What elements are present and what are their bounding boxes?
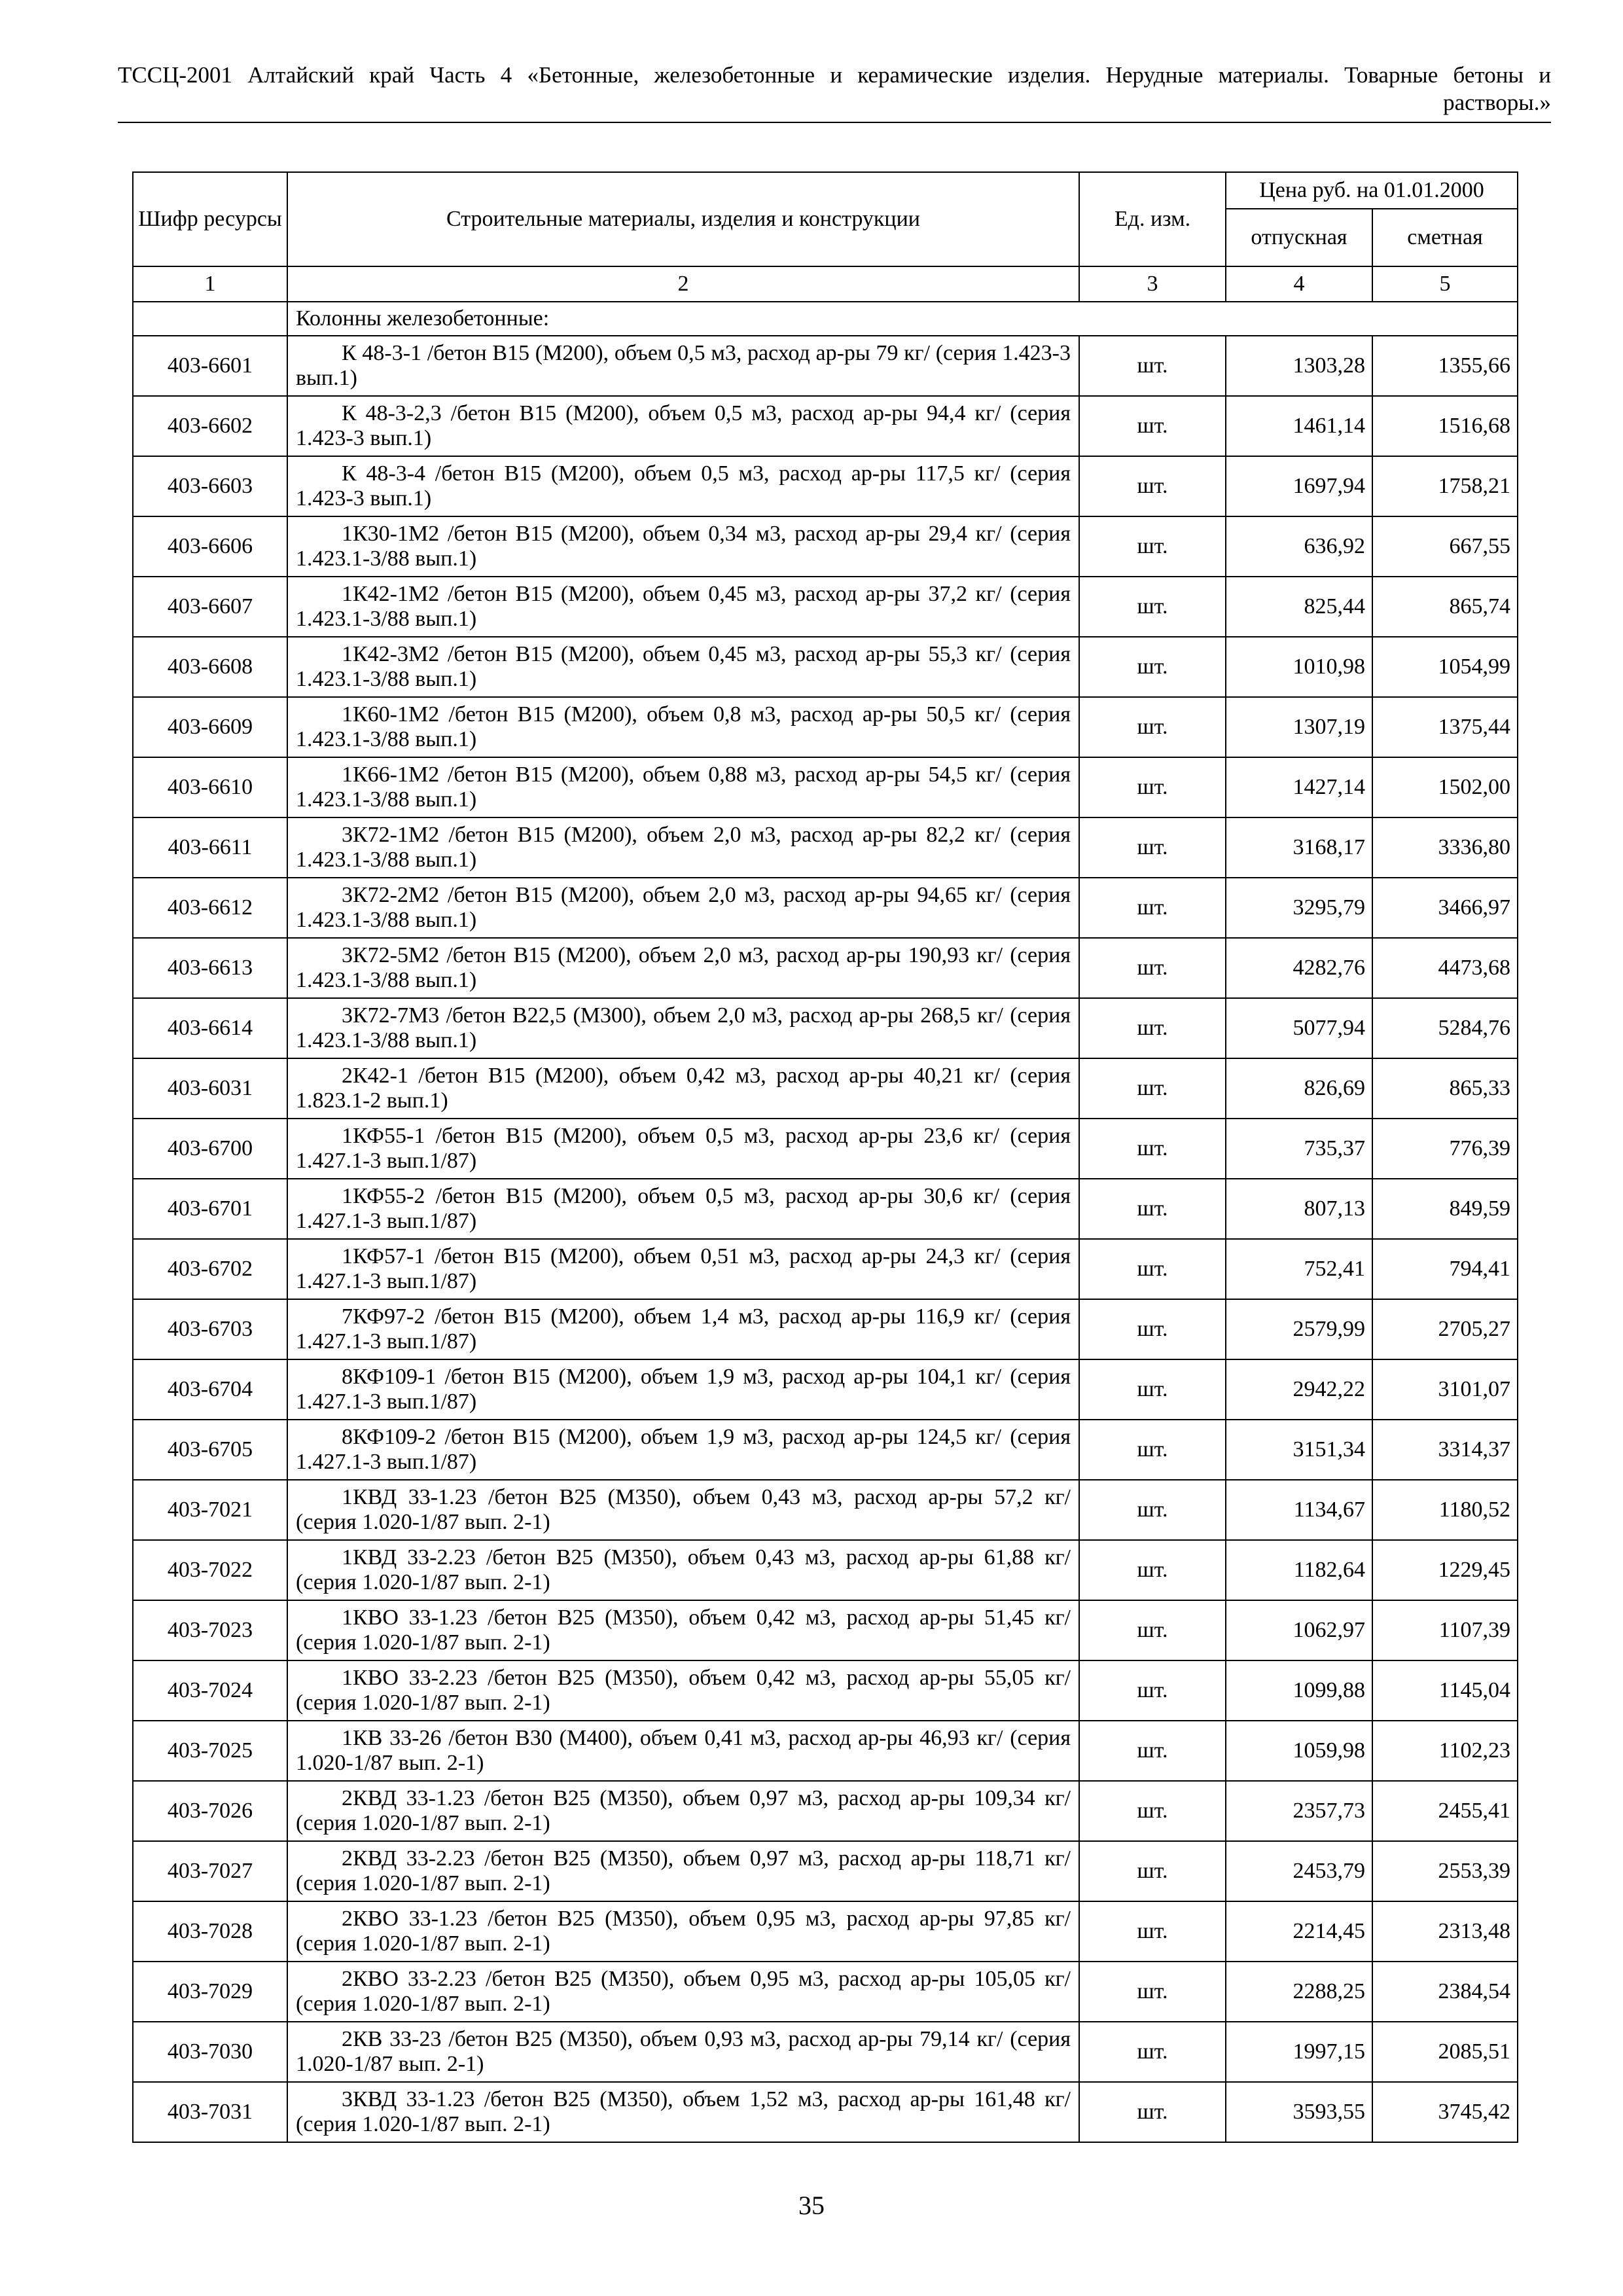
estimate-price: 794,41 [1372, 1239, 1518, 1299]
unit-of-measure: шт. [1079, 697, 1226, 757]
unit-of-measure: шт. [1079, 1179, 1226, 1239]
estimate-price: 667,55 [1372, 516, 1518, 577]
table-row [133, 1058, 1518, 1119]
table-row [133, 1901, 1518, 1962]
release-price: 1182,64 [1226, 1540, 1372, 1600]
unit-of-measure: шт. [1079, 637, 1226, 697]
release-price: 3295,79 [1226, 878, 1372, 938]
estimate-price: 2313,48 [1372, 1901, 1518, 1962]
material-name: 8КФ109-2 /бетон В15 (М200), объем 1,9 м3, расход ар-ры 124,5 кг/ (серия 1.427.1-3 вып.1/87) [287, 1420, 1079, 1480]
release-price: 1697,94 [1226, 456, 1372, 516]
estimate-price: 3745,42 [1372, 2082, 1518, 2142]
group-code-cell [133, 302, 287, 336]
release-price: 2453,79 [1226, 1841, 1372, 1901]
material-name: 1КВО 33-2.23 /бетон В25 (М350), объем 0,42 м3, расход ар-ры 55,05 кг/ (серия 1.020-1/87 вып. 2-1) [287, 1660, 1079, 1721]
release-price: 752,41 [1226, 1239, 1372, 1299]
estimate-price: 1229,45 [1372, 1540, 1518, 1600]
release-price: 807,13 [1226, 1179, 1372, 1239]
release-price: 4282,76 [1226, 938, 1372, 998]
release-price: 1997,15 [1226, 2022, 1372, 2082]
estimate-price: 3336,80 [1372, 817, 1518, 878]
material-name: 1КФ55-1 /бетон В15 (М200), объем 0,5 м3, расход ар-ры 23,6 кг/ (серия 1.427.1-3 вып.1/87) [287, 1119, 1079, 1179]
material-name: 3К72-5М2 /бетон В15 (М200), объем 2,0 м3, расход ар-ры 190,93 кг/ (серия 1.423.1-3/88 вып.1) [287, 938, 1079, 998]
resource-code: 403-7031 [133, 2082, 287, 2142]
unit-of-measure: шт. [1079, 2022, 1226, 2082]
group-title: Колонны железобетонные: [287, 302, 1518, 336]
material-name: К 48-3-4 /бетон В15 (М200), объем 0,5 м3, расход ар-ры 117,5 кг/ (серия 1.423-3 вып.1) [287, 456, 1079, 516]
unit-of-measure: шт. [1079, 1841, 1226, 1901]
release-price: 1099,88 [1226, 1660, 1372, 1721]
table-row [133, 1600, 1518, 1660]
estimate-price: 3101,07 [1372, 1359, 1518, 1420]
resource-code: 403-6705 [133, 1420, 287, 1480]
material-name: 1К30-1М2 /бетон В15 (М200), объем 0,34 м3, расход ар-ры 29,4 кг/ (серия 1.423.1-3/88 вып.1) [287, 516, 1079, 577]
unit-of-measure: шт. [1079, 1962, 1226, 2022]
column-number: 2 [287, 266, 1079, 302]
material-name: 1К42-1М2 /бетон В15 (М200), объем 0,45 м3, расход ар-ры 37,2 кг/ (серия 1.423.1-3/88 вып.1) [287, 577, 1079, 637]
table-row [133, 1239, 1518, 1299]
resource-code: 403-6613 [133, 938, 287, 998]
material-name: 1КВД 33-2.23 /бетон В25 (М350), объем 0,43 м3, расход ар-ры 61,88 кг/ (серия 1.020-1/87 вып. 2-1) [287, 1540, 1079, 1600]
estimate-price: 1145,04 [1372, 1660, 1518, 1721]
material-name: 3К72-2М2 /бетон В15 (М200), объем 2,0 м3, расход ар-ры 94,65 кг/ (серия 1.423.1-3/88 вып.1) [287, 878, 1079, 938]
material-name: 1К42-3М2 /бетон В15 (М200), объем 0,45 м3, расход ар-ры 55,3 кг/ (серия 1.423.1-3/88 вып.1) [287, 637, 1079, 697]
material-name: 2КВО 33-2.23 /бетон В25 (М350), объем 0,95 м3, расход ар-ры 105,05 кг/ (серия 1.020-1/87 вып. 2-1) [287, 1962, 1079, 2022]
table-row [133, 817, 1518, 878]
release-price: 2214,45 [1226, 1901, 1372, 1962]
material-name: 7КФ97-2 /бетон В15 (М200), объем 1,4 м3, расход ар-ры 116,9 кг/ (серия 1.427.1-3 вып.1/87) [287, 1299, 1079, 1359]
release-price: 735,37 [1226, 1119, 1372, 1179]
unit-of-measure: шт. [1079, 1480, 1226, 1540]
release-price: 2288,25 [1226, 1962, 1372, 2022]
estimate-price: 2455,41 [1372, 1781, 1518, 1841]
resource-code: 403-7021 [133, 1480, 287, 1540]
unit-of-measure: шт. [1079, 817, 1226, 878]
page-header [118, 62, 1551, 117]
column-number: 5 [1372, 266, 1518, 302]
table-row [133, 1660, 1518, 1721]
material-name: 2КВД 33-2.23 /бетон В25 (М350), объем 0,97 м3, расход ар-ры 118,71 кг/ (серия 1.020-1/87 вып. 2-1) [287, 1841, 1079, 1901]
resource-code: 403-6701 [133, 1179, 287, 1239]
material-name: 1К66-1М2 /бетон В15 (М200), объем 0,88 м3, расход ар-ры 54,5 кг/ (серия 1.423.1-3/88 вып.1) [287, 757, 1079, 817]
column-number: 1 [133, 266, 287, 302]
unit-of-measure: шт. [1079, 938, 1226, 998]
unit-of-measure: шт. [1079, 336, 1226, 396]
material-name: 3КВД 33-1.23 /бетон В25 (М350), объем 1,52 м3, расход ар-ры 161,48 кг/ (серия 1.020-1/87 вып. 2-1) [287, 2082, 1079, 2142]
material-name: 1КФ57-1 /бетон В15 (М200), объем 0,51 м3, расход ар-ры 24,3 кг/ (серия 1.427.1-3 вып.1/87) [287, 1239, 1079, 1299]
unit-of-measure: шт. [1079, 1299, 1226, 1359]
table-row [133, 637, 1518, 697]
material-name: К 48-3-2,3 /бетон В15 (М200), объем 0,5 м3, расход ар-ры 94,4 кг/ (серия 1.423-3 вып.1) [287, 396, 1079, 456]
table-row [133, 456, 1518, 516]
material-name: 3К72-1М2 /бетон В15 (М200), объем 2,0 м3, расход ар-ры 82,2 кг/ (серия 1.423.1-3/88 вып.1) [287, 817, 1079, 878]
resource-code: 403-6702 [133, 1239, 287, 1299]
estimate-price: 865,74 [1372, 577, 1518, 637]
resource-code: 403-7023 [133, 1600, 287, 1660]
unit-of-measure: шт. [1079, 456, 1226, 516]
material-name: 8КФ109-1 /бетон В15 (М200), объем 1,9 м3, расход ар-ры 104,1 кг/ (серия 1.427.1-3 вып.1/87) [287, 1359, 1079, 1420]
header-release-price: отпускная [1226, 209, 1372, 266]
table-row [133, 1359, 1518, 1420]
release-price: 2579,99 [1226, 1299, 1372, 1359]
unit-of-measure: шт. [1079, 878, 1226, 938]
material-name: 1КФ55-2 /бетон В15 (М200), объем 0,5 м3, расход ар-ры 30,6 кг/ (серия 1.427.1-3 вып.1/87) [287, 1179, 1079, 1239]
estimate-price: 1355,66 [1372, 336, 1518, 396]
table-row [133, 938, 1518, 998]
estimate-price: 1054,99 [1372, 637, 1518, 697]
table-row [133, 1781, 1518, 1841]
resource-code: 403-7029 [133, 1962, 287, 2022]
table-row [133, 1119, 1518, 1179]
estimate-price: 865,33 [1372, 1058, 1518, 1119]
release-price: 826,69 [1226, 1058, 1372, 1119]
resource-code: 403-6608 [133, 637, 287, 697]
table-row [133, 1299, 1518, 1359]
resource-code: 403-6602 [133, 396, 287, 456]
table-row [133, 697, 1518, 757]
price-table [132, 171, 1518, 2143]
release-price: 636,92 [1226, 516, 1372, 577]
resource-code: 403-6700 [133, 1119, 287, 1179]
unit-of-measure: шт. [1079, 516, 1226, 577]
header-name: Строительные материалы, изделия и конструкции [287, 172, 1079, 266]
release-price: 825,44 [1226, 577, 1372, 637]
column-number: 3 [1079, 266, 1226, 302]
resource-code: 403-7028 [133, 1901, 287, 1962]
table-row [133, 1420, 1518, 1480]
table-row [133, 2082, 1518, 2142]
table-row [133, 1540, 1518, 1600]
resource-code: 403-6612 [133, 878, 287, 938]
resource-code: 403-6610 [133, 757, 287, 817]
estimate-price: 1516,68 [1372, 396, 1518, 456]
header-divider [118, 122, 1551, 123]
header-estimate-price: сметная [1372, 209, 1518, 266]
resource-code: 403-7026 [133, 1781, 287, 1841]
resource-code: 403-6607 [133, 577, 287, 637]
header-code: Шифр ресурсы [133, 172, 287, 266]
resource-code: 403-6614 [133, 998, 287, 1058]
resource-code: 403-6609 [133, 697, 287, 757]
release-price: 1307,19 [1226, 697, 1372, 757]
table-row [133, 336, 1518, 396]
estimate-price: 2705,27 [1372, 1299, 1518, 1359]
release-price: 2942,22 [1226, 1359, 1372, 1420]
material-name: 2КВД 33-1.23 /бетон В25 (М350), объем 0,97 м3, расход ар-ры 109,34 кг/ (серия 1.020-1/87 вып. 2-1) [287, 1781, 1079, 1841]
table-row [133, 1480, 1518, 1540]
header-title-line1: ТССЦ-2001 Алтайский край Часть 4 «Бетонные, железобетонные и керамические изделия. Нерудные материалы. Товарные бетоны и [118, 62, 1551, 88]
release-price: 3593,55 [1226, 2082, 1372, 2142]
table-row [133, 1721, 1518, 1781]
resource-code: 403-7030 [133, 2022, 287, 2082]
table-row [133, 2022, 1518, 2082]
material-name: 2КВО 33-1.23 /бетон В25 (М350), объем 0,95 м3, расход ар-ры 97,85 кг/ (серия 1.020-1/87 вып. 2-1) [287, 1901, 1079, 1962]
unit-of-measure: шт. [1079, 757, 1226, 817]
unit-of-measure: шт. [1079, 1781, 1226, 1841]
estimate-price: 849,59 [1372, 1179, 1518, 1239]
release-price: 1134,67 [1226, 1480, 1372, 1540]
table-row [133, 516, 1518, 577]
estimate-price: 2085,51 [1372, 2022, 1518, 2082]
release-price: 3151,34 [1226, 1420, 1372, 1480]
material-name: 1КВ 33-26 /бетон В30 (М400), объем 0,41 м3, расход ар-ры 46,93 кг/ (серия 1.020-1/87 вып. 2-1) [287, 1721, 1079, 1781]
material-name: 1КВД 33-1.23 /бетон В25 (М350), объем 0,43 м3, расход ар-ры 57,2 кг/ (серия 1.020-1/87 вып. 2-1) [287, 1480, 1079, 1540]
unit-of-measure: шт. [1079, 577, 1226, 637]
estimate-price: 1758,21 [1372, 456, 1518, 516]
table-row [133, 757, 1518, 817]
estimate-price: 2384,54 [1372, 1962, 1518, 2022]
resource-code: 403-6601 [133, 336, 287, 396]
estimate-price: 3314,37 [1372, 1420, 1518, 1480]
header-unit: Ед. изм. [1079, 172, 1226, 266]
table-row [133, 1962, 1518, 2022]
unit-of-measure: шт. [1079, 2082, 1226, 2142]
resource-code: 403-6031 [133, 1058, 287, 1119]
release-price: 3168,17 [1226, 817, 1372, 878]
group-row [133, 302, 1518, 336]
release-price: 1303,28 [1226, 336, 1372, 396]
material-name: 1КВО 33-1.23 /бетон В25 (М350), объем 0,42 м3, расход ар-ры 51,45 кг/ (серия 1.020-1/87 вып. 2-1) [287, 1600, 1079, 1660]
resource-code: 403-6704 [133, 1359, 287, 1420]
unit-of-measure: шт. [1079, 1359, 1226, 1420]
resource-code: 403-7024 [133, 1660, 287, 1721]
release-price: 5077,94 [1226, 998, 1372, 1058]
page-number: 35 [798, 2191, 825, 2220]
unit-of-measure: шт. [1079, 1239, 1226, 1299]
unit-of-measure: шт. [1079, 1901, 1226, 1962]
release-price: 2357,73 [1226, 1781, 1372, 1841]
unit-of-measure: шт. [1079, 1420, 1226, 1480]
unit-of-measure: шт. [1079, 396, 1226, 456]
table-row [133, 577, 1518, 637]
header-price: Цена руб. на 01.01.2000 [1226, 172, 1518, 209]
estimate-price: 1102,23 [1372, 1721, 1518, 1781]
release-price: 1059,98 [1226, 1721, 1372, 1781]
estimate-price: 1502,00 [1372, 757, 1518, 817]
resource-code: 403-6703 [133, 1299, 287, 1359]
table-row [133, 878, 1518, 938]
table-row [133, 998, 1518, 1058]
material-name: 2К42-1 /бетон В15 (М200), объем 0,42 м3, расход ар-ры 40,21 кг/ (серия 1.823.1-2 вып.1) [287, 1058, 1079, 1119]
release-price: 1461,14 [1226, 396, 1372, 456]
unit-of-measure: шт. [1079, 1721, 1226, 1781]
table-row [133, 396, 1518, 456]
column-number: 4 [1226, 266, 1372, 302]
header-title-line2: растворы.» [1443, 90, 1551, 115]
table-row [133, 1841, 1518, 1901]
material-name: К 48-3-1 /бетон В15 (М200), объем 0,5 м3, расход ар-ры 79 кг/ (серия 1.423-3 вып.1) [287, 336, 1079, 396]
estimate-price: 5284,76 [1372, 998, 1518, 1058]
estimate-price: 776,39 [1372, 1119, 1518, 1179]
table-row [133, 1179, 1518, 1239]
release-price: 1010,98 [1226, 637, 1372, 697]
resource-code: 403-6611 [133, 817, 287, 878]
unit-of-measure: шт. [1079, 1058, 1226, 1119]
resource-code: 403-6603 [133, 456, 287, 516]
estimate-price: 1180,52 [1372, 1480, 1518, 1540]
estimate-price: 1107,39 [1372, 1600, 1518, 1660]
release-price: 1427,14 [1226, 757, 1372, 817]
estimate-price: 2553,39 [1372, 1841, 1518, 1901]
estimate-price: 4473,68 [1372, 938, 1518, 998]
unit-of-measure: шт. [1079, 1540, 1226, 1600]
resource-code: 403-7027 [133, 1841, 287, 1901]
resource-code: 403-7025 [133, 1721, 287, 1781]
estimate-price: 1375,44 [1372, 697, 1518, 757]
release-price: 1062,97 [1226, 1600, 1372, 1660]
material-name: 3К72-7М3 /бетон В22,5 (М300), объем 2,0 м3, расход ар-ры 268,5 кг/ (серия 1.423.1-3/88 вып.1) [287, 998, 1079, 1058]
estimate-price: 3466,97 [1372, 878, 1518, 938]
resource-code: 403-7022 [133, 1540, 287, 1600]
unit-of-measure: шт. [1079, 1660, 1226, 1721]
unit-of-measure: шт. [1079, 1600, 1226, 1660]
unit-of-measure: шт. [1079, 1119, 1226, 1179]
material-name: 1К60-1М2 /бетон В15 (М200), объем 0,8 м3, расход ар-ры 50,5 кг/ (серия 1.423.1-3/88 вып.1) [287, 697, 1079, 757]
unit-of-measure: шт. [1079, 998, 1226, 1058]
material-name: 2КВ 33-23 /бетон В25 (М350), объем 0,93 м3, расход ар-ры 79,14 кг/ (серия 1.020-1/87 вып. 2-1) [287, 2022, 1079, 2082]
resource-code: 403-6606 [133, 516, 287, 577]
